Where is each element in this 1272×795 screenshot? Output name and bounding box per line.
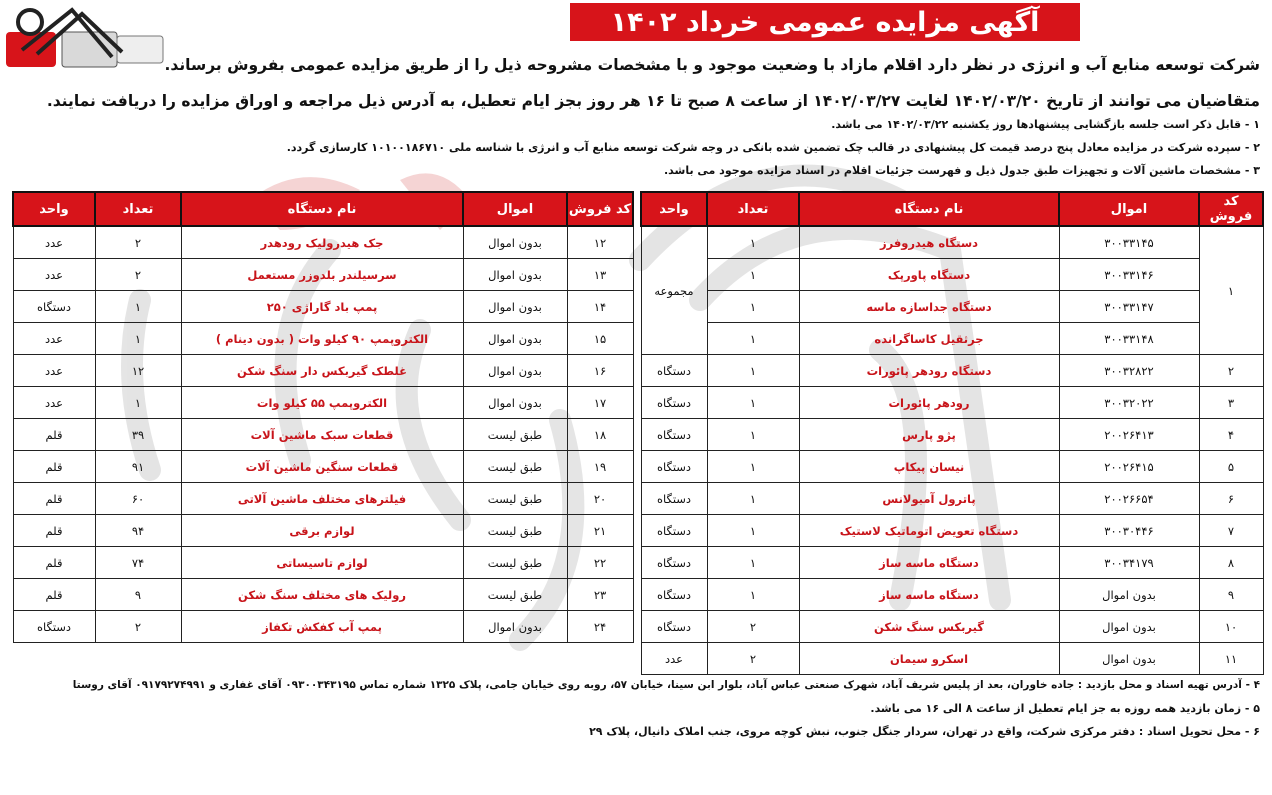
cell-name: گیربکس سنگ شکن	[799, 611, 1059, 643]
table-row	[641, 643, 1263, 675]
cell-code: ۱۹	[567, 451, 633, 483]
table-row	[13, 323, 633, 355]
cell-property: ۳۰۰۳۰۴۴۶	[1059, 515, 1199, 547]
cell-code: ۲	[1199, 355, 1263, 387]
table-row	[13, 483, 633, 515]
cell-name: پمپ آب کفکش تکفاز	[181, 611, 463, 643]
table-row	[13, 419, 633, 451]
header-unit: واحد	[13, 192, 95, 226]
cell-count: ۱	[95, 323, 181, 355]
footer-visit-time: ۵ - زمان بازدید همه روزه به جز ایام تعطیل از ساعت ۸ الی ۱۶ می باشد.	[870, 702, 1260, 715]
cell-name: پاترول آمبولانس	[799, 483, 1059, 515]
page-title: آگهی مزایده عمومی خرداد ۱۴۰۲	[570, 3, 1080, 41]
table-row	[641, 387, 1263, 419]
cell-code: ۱۷	[567, 387, 633, 419]
cell-count: ۳۹	[95, 419, 181, 451]
cell-count: ۲	[95, 259, 181, 291]
cell-code: ۲۱	[567, 515, 633, 547]
cell-code: ۱۳	[567, 259, 633, 291]
cell-property: ۳۰۰۳۲۸۲۲	[1059, 355, 1199, 387]
table-row	[13, 515, 633, 547]
cell-property: طبق لیست	[463, 451, 567, 483]
cell-property: ۳۰۰۳۳۱۴۶	[1059, 259, 1199, 291]
cell-code: ۸	[1199, 547, 1263, 579]
cell-code: ۷	[1199, 515, 1263, 547]
header-name: نام دستگاه	[799, 192, 1059, 226]
cell-name: نیسان پیکاپ	[799, 451, 1059, 483]
cell-name: پژو پارس	[799, 419, 1059, 451]
cell-unit: قلم	[13, 547, 95, 579]
items-table-right	[640, 191, 1264, 675]
cell-name: غلطک گیربکس دار سنگ شکن	[181, 355, 463, 387]
cell-name: دستگاه هیدروفرز	[799, 226, 1059, 259]
cell-name: جک هیدرولیک رودهدر	[181, 226, 463, 259]
header-name: نام دستگاه	[181, 192, 463, 226]
table-row	[13, 355, 633, 387]
cell-property: طبق لیست	[463, 419, 567, 451]
table-row	[641, 419, 1263, 451]
cell-count: ۹۴	[95, 515, 181, 547]
cell-property: ۳۰۰۳۳۱۴۵	[1059, 226, 1199, 259]
table-row	[641, 291, 1263, 323]
cell-unit: عدد	[13, 387, 95, 419]
table-row	[641, 226, 1263, 259]
cell-property: ۲۰۰۲۶۶۵۴	[1059, 483, 1199, 515]
cell-unit: دستگاه	[13, 611, 95, 643]
cell-count: ۹۱	[95, 451, 181, 483]
table-header-row	[13, 192, 633, 226]
intro-line-2: متقاضیان می توانند از تاریخ ۱۴۰۲/۰۳/۲۰ لغایت ۱۴۰۲/۰۳/۲۷ از ساعت ۸ صبح تا ۱۶ هر روز بجز ایام تعطیل، به آدرس ذیل مراجعه و اوراق مزایده را دریافت نمایند.	[46, 92, 1260, 110]
cell-code: ۱۲	[567, 226, 633, 259]
cell-unit: عدد	[13, 323, 95, 355]
cell-count: ۱	[707, 259, 799, 291]
cell-property: ۳۰۰۳۳۱۴۷	[1059, 291, 1199, 323]
cell-unit: دستگاه	[641, 515, 707, 547]
cell-count: ۱	[707, 291, 799, 323]
cell-name: اسکرو سیمان	[799, 643, 1059, 675]
cell-name: دستگاه تعویض اتوماتیک لاستیک	[799, 515, 1059, 547]
cell-unit: دستگاه	[641, 483, 707, 515]
cell-count: ۱	[707, 226, 799, 259]
cell-unit: قلم	[13, 483, 95, 515]
cell-count: ۱	[707, 355, 799, 387]
table-row	[13, 259, 633, 291]
cell-name: لوازم تاسیساتی	[181, 547, 463, 579]
cell-unit: دستگاه	[641, 611, 707, 643]
cell-property: ۳۰۰۳۲۰۲۲	[1059, 387, 1199, 419]
cell-count: ۲	[95, 226, 181, 259]
cell-unit: دستگاه	[641, 451, 707, 483]
cell-property: طبق لیست	[463, 579, 567, 611]
table-header-row	[641, 192, 1263, 226]
cell-unit: عدد	[13, 259, 95, 291]
cell-name: رولیک های مختلف سنگ شکن	[181, 579, 463, 611]
cell-property: طبق لیست	[463, 515, 567, 547]
cell-name: دستگاه ماسه ساز	[799, 547, 1059, 579]
cell-unit: دستگاه	[641, 579, 707, 611]
table-row	[641, 323, 1263, 355]
cell-property: ۲۰۰۲۶۴۱۵	[1059, 451, 1199, 483]
cell-count: ۶۰	[95, 483, 181, 515]
cell-unit: دستگاه	[641, 387, 707, 419]
cell-count: ۱	[707, 547, 799, 579]
cell-property: طبق لیست	[463, 547, 567, 579]
cell-property: بدون اموال	[1059, 611, 1199, 643]
cell-property: بدون اموال	[463, 226, 567, 259]
items-table-left	[12, 191, 634, 643]
table-row	[13, 579, 633, 611]
table-row	[13, 451, 633, 483]
cell-code: ۲۳	[567, 579, 633, 611]
table-row	[13, 387, 633, 419]
cell-count: ۱	[707, 483, 799, 515]
cell-code: ۱۱	[1199, 643, 1263, 675]
header-count: تعداد	[95, 192, 181, 226]
cell-property: بدون اموال	[463, 291, 567, 323]
cell-name: قطعات سنگین ماشین آلات	[181, 451, 463, 483]
table-row	[641, 451, 1263, 483]
table-row	[13, 291, 633, 323]
cell-unit: دستگاه	[13, 291, 95, 323]
header-unit: واحد	[641, 192, 707, 226]
cell-count: ۷۴	[95, 547, 181, 579]
cell-code: ۳	[1199, 387, 1263, 419]
cell-count: ۱	[707, 387, 799, 419]
cell-code: ۱۰	[1199, 611, 1263, 643]
cell-property: بدون اموال	[463, 611, 567, 643]
cell-count: ۲	[707, 611, 799, 643]
cell-property: بدون اموال	[1059, 643, 1199, 675]
table-row	[641, 259, 1263, 291]
footer-address: ۴ - آدرس تهیه اسناد و محل بازدید : جاده خاوران، بعد از پلیس شریف آباد، شهرک صنعتی عباس آباد، بلوار ابن سینا، خیابان ۵۷، روبه روی خیابان جامی، پلاک ۱۳۲۵ شماره تماس ۰۹۳۰۰۳۴۳۱۹۵ آقای غفاری و ۰۹۱۷۹۲۷۴۹۹۱ آقای روستا	[72, 679, 1260, 691]
cell-code: ۵	[1199, 451, 1263, 483]
cell-count: ۹	[95, 579, 181, 611]
table-row	[641, 515, 1263, 547]
cell-code: ۲۰	[567, 483, 633, 515]
cell-name: قطعات سبک ماشین آلات	[181, 419, 463, 451]
cell-property: ۳۰۰۳۳۱۴۸	[1059, 323, 1199, 355]
cell-property: طبق لیست	[463, 483, 567, 515]
cell-count: ۱	[707, 515, 799, 547]
cell-count: ۱۲	[95, 355, 181, 387]
table-row	[13, 547, 633, 579]
cell-name: سرسیلندر بلدوزر مستعمل	[181, 259, 463, 291]
cell-unit: عدد	[13, 355, 95, 387]
cell-code: ۹	[1199, 579, 1263, 611]
cell-name: الکتروپمپ ۵۵ کیلو وات	[181, 387, 463, 419]
cell-count: ۱	[707, 451, 799, 483]
cell-name: لوازم برقی	[181, 515, 463, 547]
cell-code: ۱۵	[567, 323, 633, 355]
cell-property: بدون اموال	[463, 387, 567, 419]
table-row	[641, 483, 1263, 515]
note-3: ۳ - مشخصات ماشین آلات و تجهیزات طبق جدول ذیل و فهرست جزئیات اقلام در اسناد مزایده موجود می باشد.	[663, 164, 1260, 177]
cell-count: ۱	[95, 387, 181, 419]
cell-code: ۲۴	[567, 611, 633, 643]
table-row	[13, 611, 633, 643]
cell-name: دستگاه پاورپک	[799, 259, 1059, 291]
cell-count: ۱	[707, 579, 799, 611]
cell-unit: دستگاه	[641, 355, 707, 387]
cell-name: دستگاه جداسازه ماسه	[799, 291, 1059, 323]
table-row	[641, 355, 1263, 387]
cell-code: ۱	[1199, 226, 1263, 355]
cell-unit: مجموعه	[641, 226, 707, 355]
cell-property: بدون اموال	[463, 323, 567, 355]
cell-unit: قلم	[13, 515, 95, 547]
cell-name: پمپ باد گاراژی ۲۵۰	[181, 291, 463, 323]
header-code: کد فروش	[1199, 192, 1263, 226]
cell-count: ۱	[707, 419, 799, 451]
cell-unit: عدد	[641, 643, 707, 675]
cell-code: ۱۴	[567, 291, 633, 323]
cell-unit: دستگاه	[641, 419, 707, 451]
cell-code: ۱۸	[567, 419, 633, 451]
cell-name: دستگاه ماسه ساز	[799, 579, 1059, 611]
cell-property: ۲۰۰۲۶۴۱۳	[1059, 419, 1199, 451]
cell-name: دستگاه رودهر پائورات	[799, 355, 1059, 387]
cell-code: ۶	[1199, 483, 1263, 515]
cell-code: ۲۲	[567, 547, 633, 579]
cell-unit: قلم	[13, 419, 95, 451]
cell-name: الکتروپمپ ۹۰ کیلو وات ( بدون دینام )	[181, 323, 463, 355]
table-row	[13, 226, 633, 259]
cell-property: بدون اموال	[1059, 579, 1199, 611]
cell-unit: عدد	[13, 226, 95, 259]
cell-property: بدون اموال	[463, 355, 567, 387]
cell-unit: دستگاه	[641, 547, 707, 579]
table-row	[641, 547, 1263, 579]
cell-count: ۲	[95, 611, 181, 643]
cell-property: بدون اموال	[463, 259, 567, 291]
note-1: ۱ - قابل ذکر است جلسه بازگشایی پیشنهادها روز یکشنبه ۱۴۰۲/۰۳/۲۲ می باشد.	[831, 118, 1260, 131]
cell-unit: قلم	[13, 579, 95, 611]
table-row	[641, 611, 1263, 643]
cell-count: ۱	[707, 323, 799, 355]
cell-name: رودهر پائورات	[799, 387, 1059, 419]
header-count: تعداد	[707, 192, 799, 226]
note-2: ۲ - سپرده شرکت در مزایده معادل پنج درصد قیمت کل پیشنهادی در قالب چک تضمین شده بانکی در وجه شرکت توسعه منابع آب و انرژی با شناسه ملی ۱۰۱۰۰۱۸۶۷۱۰ کارسازی گردد.	[286, 141, 1260, 154]
header-code: کد فروش	[567, 192, 633, 226]
cell-property: ۳۰۰۳۴۱۷۹	[1059, 547, 1199, 579]
cell-code: ۴	[1199, 419, 1263, 451]
header-property: اموال	[463, 192, 567, 226]
cell-unit: قلم	[13, 451, 95, 483]
cell-count: ۱	[95, 291, 181, 323]
cell-count: ۲	[707, 643, 799, 675]
cell-name: فیلترهای مختلف ماشین آلاتی	[181, 483, 463, 515]
footer-delivery-place: ۶ - محل تحویل اسناد : دفتر مرکزی شرکت، واقع در تهران، سردار جنگل جنوب، نبش کوچه مروی، جنب املاک دانیال، پلاک ۲۹	[589, 725, 1260, 738]
table-row	[641, 579, 1263, 611]
cell-code: ۱۶	[567, 355, 633, 387]
intro-line-1: شرکت توسعه منابع آب و انرژی در نظر دارد اقلام مازاد با وضعیت موجود و با مشخصات مشروحه ذیل را از طریق مزایده عمومی بفروش برساند.	[164, 56, 1260, 74]
cell-name: جرثقیل کاساگرانده	[799, 323, 1059, 355]
header-property: اموال	[1059, 192, 1199, 226]
